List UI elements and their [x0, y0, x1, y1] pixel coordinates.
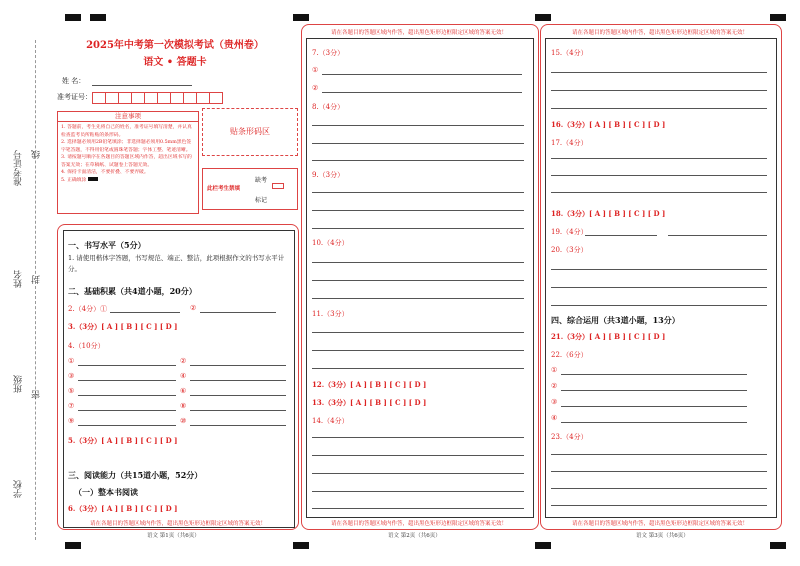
- q14-answer[interactable]: [312, 455, 524, 456]
- q4-mark: ⑧: [180, 402, 187, 410]
- q19-label: 19.（4分）: [551, 228, 588, 236]
- absent-text: 缺考: [255, 177, 268, 184]
- page-footer: 语文 第3页（共6页）: [636, 533, 689, 539]
- q2-answer-2[interactable]: [200, 312, 276, 313]
- timing-mark: [770, 14, 786, 21]
- q8-answer[interactable]: [312, 125, 524, 126]
- timing-mark: [770, 542, 786, 549]
- q4-answer[interactable]: [78, 365, 176, 366]
- ticket-number-grid[interactable]: [92, 89, 222, 108]
- margin-seal-label: 封: [32, 275, 42, 284]
- q23-answer[interactable]: [551, 488, 767, 489]
- q4-answer[interactable]: [78, 380, 176, 381]
- notice-item: 4. 保持卡面清洁，不要折叠、不要弄破。: [61, 170, 149, 175]
- q22-mark: ④: [551, 414, 558, 422]
- q11-answer[interactable]: [312, 368, 524, 369]
- q11-label: 11.（3分）: [312, 310, 349, 318]
- q11-answer[interactable]: [312, 350, 524, 351]
- q8-answer[interactable]: [312, 160, 524, 161]
- section-3-sub: （一）整本书阅读: [74, 487, 138, 497]
- margin-school-label: 学校: [14, 480, 24, 498]
- timing-mark: [65, 542, 81, 549]
- absent-mark-text: 标记: [255, 197, 268, 204]
- q10-answer[interactable]: [312, 262, 524, 263]
- q7-answer-1[interactable]: [322, 74, 522, 75]
- absent-label: 此栏考生禁填: [207, 186, 241, 192]
- page-footer: 语文 第1页（共6页）: [147, 533, 200, 539]
- q4-answer[interactable]: [190, 365, 286, 366]
- q3-choices[interactable]: 3.（3分）[ A ] [ B ] [ C ] [ D ]: [68, 322, 178, 331]
- q22-answer[interactable]: [561, 390, 747, 391]
- q10-answer[interactable]: [312, 280, 524, 281]
- q17-label: 17.（4分）: [551, 139, 588, 147]
- q20-answer[interactable]: [551, 287, 767, 288]
- absent-box: [202, 168, 298, 210]
- filled-example: [88, 177, 98, 181]
- notice-item: 5. 正确填涂: [61, 177, 87, 183]
- margin-ticket-label: 准考证号: [14, 150, 24, 186]
- page-title: 2025年中考第一次模拟考试（贵州卷）: [86, 40, 264, 51]
- ticket-label: 准考证号：: [57, 93, 92, 101]
- margin-name-label: 姓名: [14, 270, 24, 288]
- q6-choices[interactable]: 6.（3分）[ A ] [ B ] [ C ] [ D ]: [68, 504, 178, 513]
- q10-answer[interactable]: [312, 298, 524, 299]
- q22-answer[interactable]: [561, 406, 747, 407]
- barcode-zone: 贴条形码区: [202, 108, 298, 156]
- q16-choices[interactable]: 16.（3分）[ A ] [ B ] [ C ] [ D ]: [551, 120, 666, 129]
- q7-mark-2: ②: [312, 84, 319, 92]
- timing-mark: [535, 14, 551, 21]
- q23-answer[interactable]: [551, 505, 767, 506]
- q14-answer[interactable]: [312, 473, 524, 474]
- notice-item: 3. 请按题号顺序在各题目的答题区域内作答，超出区域书写的答案无效；在草稿纸、试题卷上答题无效。: [61, 155, 192, 168]
- timing-mark: [65, 14, 81, 21]
- timing-mark: [90, 14, 106, 21]
- section-3-heading: 三、阅读能力（共15道小题，52分）: [68, 470, 203, 480]
- q15-answer[interactable]: [551, 72, 767, 73]
- timing-mark: [293, 542, 309, 549]
- q9-answer[interactable]: [312, 228, 524, 229]
- q9-answer[interactable]: [312, 192, 524, 193]
- margin-secret-label: 密: [32, 390, 42, 399]
- q20-answer[interactable]: [551, 305, 767, 306]
- absent-checkbox[interactable]: [272, 183, 284, 189]
- q20-answer[interactable]: [551, 269, 767, 270]
- q12-choices[interactable]: 12.（3分）[ A ] [ B ] [ C ] [ D ]: [312, 380, 427, 389]
- timing-mark: [535, 542, 551, 549]
- q19-answer[interactable]: [585, 235, 657, 236]
- q22-answer[interactable]: [561, 374, 747, 375]
- notice-box: [57, 111, 199, 214]
- q19-answer[interactable]: [668, 235, 767, 236]
- q4-answer[interactable]: [190, 410, 286, 411]
- q17-answer[interactable]: [551, 192, 767, 193]
- q4-answer[interactable]: [78, 425, 176, 426]
- q4-answer[interactable]: [190, 395, 286, 396]
- q4-label: 4.（10分）: [68, 342, 105, 350]
- q4-answer[interactable]: [78, 395, 176, 396]
- name-label: 姓 名：: [62, 77, 86, 85]
- q9-label: 9.（3分）: [312, 171, 345, 179]
- q8-label: 8.（4分）: [312, 103, 345, 111]
- q4-answer[interactable]: [190, 380, 286, 381]
- warning-text: 请在各题目的答题区域内作答，超出黑色矩形边框限定区域的答案无效！: [330, 30, 507, 36]
- q15-label: 15.（4分）: [551, 49, 588, 57]
- q4-answer[interactable]: [190, 425, 286, 426]
- page-footer: 语文 第2页（共6页）: [388, 533, 441, 539]
- q9-answer[interactable]: [312, 210, 524, 211]
- margin-class-label: 班级: [14, 375, 24, 393]
- binding-line: [35, 40, 36, 540]
- q17-answer[interactable]: [551, 158, 767, 159]
- q4-mark: ③: [68, 372, 75, 380]
- answer-frame-page3: [545, 38, 777, 518]
- q4-mark: ⑩: [180, 417, 187, 425]
- q4-mark: ④: [180, 372, 187, 380]
- q7-label: 7.（3分）: [312, 49, 345, 57]
- section-2-heading: 二、基础积累（共4道小题，20分）: [68, 286, 197, 296]
- q11-answer[interactable]: [312, 332, 524, 333]
- timing-mark: [293, 14, 309, 21]
- page-subtitle: 语文 • 答题卡: [143, 57, 207, 68]
- q22-label: 22.（6分）: [551, 351, 588, 359]
- section-4-heading: 四、综合运用（共3道小题，13分）: [551, 315, 680, 325]
- section-1-text: 1. 请使用楷体字答题，书写规范、端正、整洁，此项根据作文的书写水平计分。: [68, 254, 285, 273]
- notice-title: 注意事项: [58, 112, 198, 122]
- section-1-heading: 一、书写水平（5分）: [68, 240, 146, 250]
- q4-mark: ⑦: [68, 402, 75, 410]
- q10-label: 10.（4分）: [312, 239, 349, 247]
- warning-text: 请在各题目的答题区域内作答，超出黑色矩形边框限定区域的答案无效！: [89, 521, 266, 527]
- warning-text: 请在各题目的答题区域内作答，超出黑色矩形边框限定区域的答案无效！: [330, 521, 507, 527]
- q14-answer[interactable]: [312, 437, 524, 438]
- margin-line-label: 线: [32, 150, 42, 159]
- q14-answer[interactable]: [312, 508, 524, 509]
- q22-mark: ①: [551, 366, 558, 374]
- warning-text: 请在各题目的答题区域内作答，超出黑色矩形边框限定区域的答案无效！: [571, 521, 748, 527]
- q4-mark: ⑤: [68, 387, 75, 395]
- q7-mark-1: ①: [312, 66, 319, 74]
- notice-item: 2. 选择题必须用2B铅笔填涂；非选择题必须用0.5mm黑色签字笔答题，不得用铅笔或圆珠笔答题；字体工整、笔迹清晰。: [61, 140, 192, 153]
- q2-mark-2: ②: [190, 304, 197, 312]
- q17-answer[interactable]: [551, 175, 767, 176]
- q4-mark: ②: [180, 357, 187, 365]
- q4-mark: ①: [68, 357, 75, 365]
- q14-label: 14.（4分）: [312, 417, 349, 425]
- warning-text: 请在各题目的答题区域内作答，超出黑色矩形边框限定区域的答案无效！: [571, 30, 748, 36]
- name-field[interactable]: [92, 85, 192, 86]
- q21-choices[interactable]: 21.（3分）[ A ] [ B ] [ C ] [ D ]: [551, 332, 666, 341]
- q14-answer[interactable]: [312, 491, 524, 492]
- q22-mark: ③: [551, 398, 558, 406]
- q2-label: 2.（4分）①: [68, 305, 108, 313]
- q22-mark: ②: [551, 382, 558, 390]
- notice-item: 1. 答题前，考生先将自己的姓名，准考证号填写清楚，并认真检查监考员所粘贴的条形码。: [61, 125, 192, 138]
- q22-answer[interactable]: [561, 422, 747, 423]
- q2-answer-1[interactable]: [110, 312, 180, 313]
- q18-choices[interactable]: 18.（3分）[ A ] [ B ] [ C ] [ D ]: [551, 209, 666, 218]
- q15-answer[interactable]: [551, 90, 767, 91]
- q4-mark: ⑥: [180, 387, 187, 395]
- q23-answer[interactable]: [551, 471, 767, 472]
- q20-label: 20.（3分）: [551, 246, 588, 254]
- q23-answer[interactable]: [551, 454, 767, 455]
- q8-answer[interactable]: [312, 143, 524, 144]
- q4-answer[interactable]: [78, 410, 176, 411]
- q13-choices[interactable]: 13.（3分）[ A ] [ B ] [ C ] [ D ]: [312, 398, 427, 407]
- q7-answer-2[interactable]: [322, 92, 522, 93]
- q4-mark: ⑨: [68, 417, 75, 425]
- q5-choices[interactable]: 5.（3分）[ A ] [ B ] [ C ] [ D ]: [68, 436, 178, 445]
- q23-label: 23.（4分）: [551, 433, 588, 441]
- q15-answer[interactable]: [551, 108, 767, 109]
